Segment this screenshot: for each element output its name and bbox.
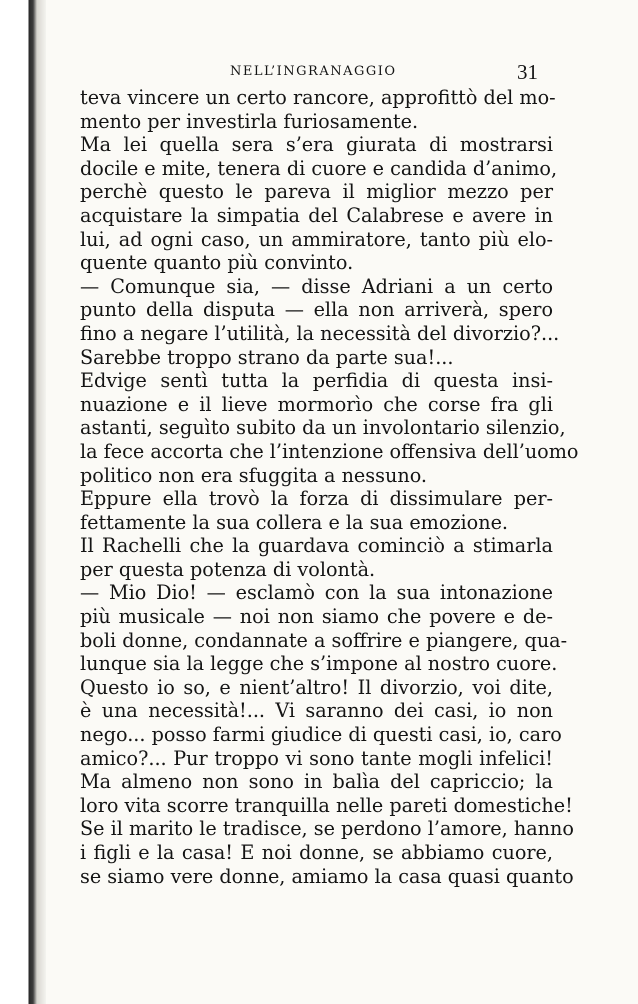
text-line: punto della disputa — ella non arriverà, spero (80, 298, 553, 322)
text-line: i figli e la casa! E noi donne, se abbiamo cuore, (80, 841, 553, 864)
text-line: nego... posso farmi giudice di questi casi, io, caro (80, 723, 562, 747)
running-title: NELL’INGRANAGGIO (230, 64, 397, 79)
text-line: politico non era sfuggita a nessuno. (80, 463, 428, 487)
text-line: per questa potenza di volontà. (80, 557, 376, 581)
text-line: astanti, seguìto subito da un involontario silenzio, (80, 416, 566, 440)
text-line: Questo io so, e nient’altro! Il divorzio, voi dite, (80, 675, 553, 699)
text-line: boli donne, condannate a soffrire e piangere, qua- (80, 628, 568, 652)
text-line: più musicale — noi non siamo che povere e de- (80, 605, 553, 629)
text-line: acquistare la simpatia del Calabrese e avere in (80, 203, 553, 227)
text-line: perchè questo le pareva il miglior mezzo per (80, 180, 553, 204)
text-line: Se il marito le tradisce, se perdono l’amore, hanno (80, 817, 574, 841)
text-line: è una necessità!... Vi saranno dei casi, io non (80, 699, 553, 723)
body-text (80, 86, 579, 888)
text-line: fettamente la sua collera e la sua emozione. (80, 510, 509, 534)
book-gutter (0, 0, 46, 1004)
page-header (80, 60, 550, 86)
text-line: fino a negare l’utilità, la necessità del divorzio?... (80, 321, 560, 345)
text-line: Sarebbe troppo strano da parte sua!... (80, 345, 454, 369)
text-line: Edvige sentì tutta la perfidia di questa insi- (80, 369, 553, 393)
text-line: — Comunque sia, — disse Adriani a un certo (80, 274, 553, 298)
text-line: Il Rachelli che la guardava cominciò a stimarla (80, 534, 553, 558)
text-line: teva vincere un certo rancore, approfittò del mo- (80, 86, 556, 109)
text-line: Ma lei quella sera s’era giurata di mostrarsi (80, 133, 553, 157)
text-line: mento per investirla furiosamente. (80, 109, 419, 133)
text-line: docile e mite, tenera di cuore e candida d’animo, (80, 156, 558, 180)
text-line: lunque sia la legge che s’impone al nostro cuore. (80, 652, 558, 676)
text-line: Eppure ella trovò la forza di dissimulare per- (80, 487, 553, 511)
text-line: se siamo vere donne, amiamo la casa quasi quanto (80, 864, 574, 888)
text-line: Ma almeno non sono in balìa del capriccio; la (80, 770, 553, 794)
text-line: la fece accorta che l’intenzione offensiva dell’uomo (80, 439, 579, 463)
text-line: nuazione e il lieve mormorìo che corse fra gli (80, 392, 553, 416)
text-line: quente quanto più convinto. (80, 251, 354, 275)
text-line: amico?... Pur troppo vi sono tante mogli infelici! (80, 746, 553, 770)
page-number: 31 (517, 60, 538, 84)
text-line: lui, ad ogni caso, un ammiratore, tanto più elo- (80, 227, 553, 251)
text-line: — Mio Dio! — esclamò con la sua intonazione (80, 581, 553, 605)
text-line: loro vita scorre tranquilla nelle pareti domestiche! (80, 793, 573, 817)
